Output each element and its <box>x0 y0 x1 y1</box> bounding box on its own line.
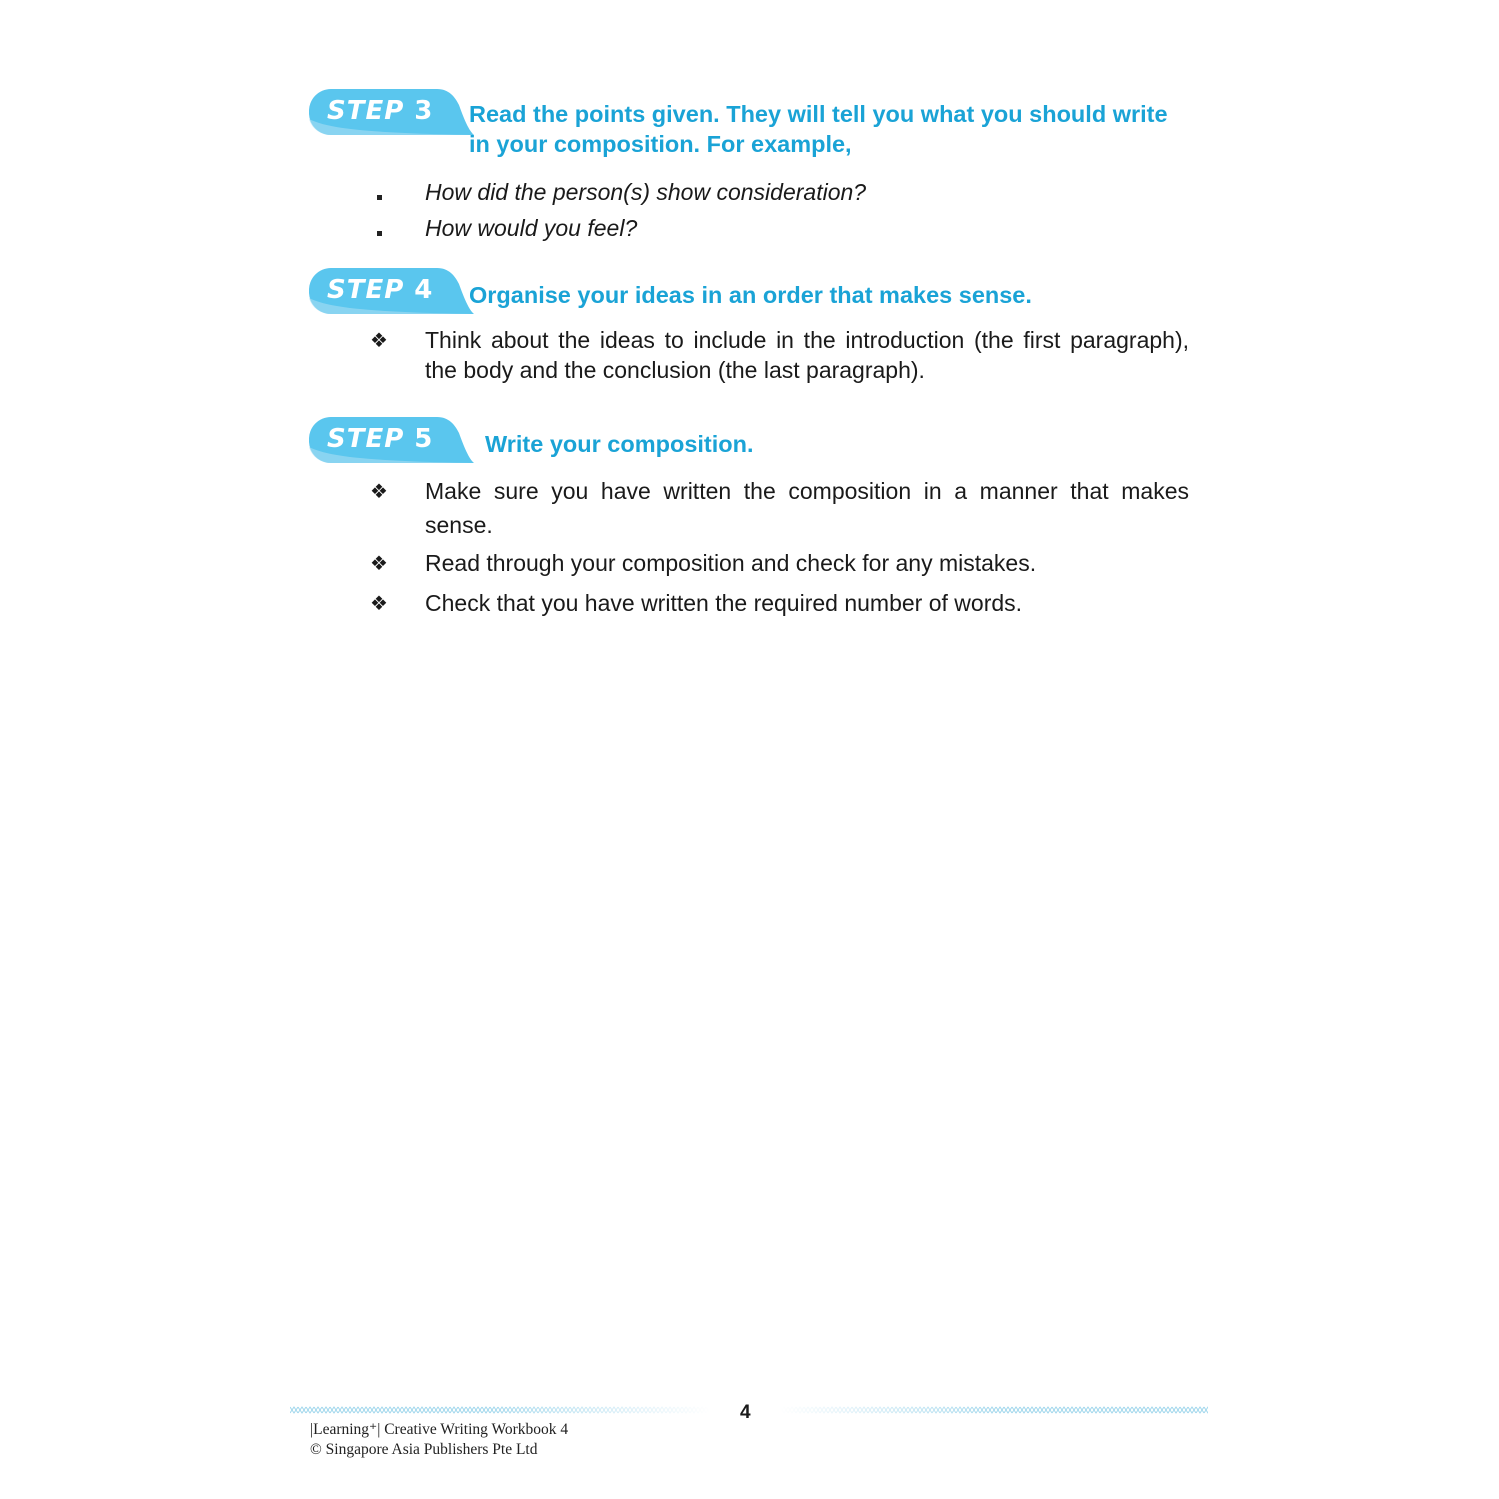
diamond-bullet-icon: ❖ <box>370 328 388 352</box>
step-4-badge <box>309 268 474 314</box>
square-bullet-icon <box>377 231 382 236</box>
step-4-list <box>369 325 1189 385</box>
step-word: STEP <box>327 96 405 126</box>
list-item: ❖ Read through your composition and check for any mistakes. <box>370 550 1037 576</box>
step-word: STEP <box>327 275 405 305</box>
page-number: 4 <box>740 1402 751 1423</box>
step-4-heading: Organise your ideas in an order that makes sense. <box>469 282 1032 308</box>
footer-divider-left <box>290 1405 710 1415</box>
step-number: 5 <box>414 424 434 454</box>
step-3-heading: Read the points given. They will tell you what you should write in your composition. For example, <box>469 101 1168 157</box>
step-3-badge <box>309 89 474 135</box>
footer-divider-right <box>780 1405 1208 1415</box>
diamond-bullet-icon: ❖ <box>370 591 388 615</box>
step-5-badge <box>309 417 474 463</box>
step-word: STEP <box>327 424 405 454</box>
square-bullet-icon <box>377 195 382 200</box>
step-number: 3 <box>414 96 434 126</box>
book-title: |Learning⁺| Creative Writing Workbook 4 <box>310 1421 569 1438</box>
list-item: ❖ Check that you have written the required number of words. <box>370 590 1023 616</box>
step-5-list <box>369 474 1189 618</box>
step-number: 4 <box>414 275 434 305</box>
step-3-list <box>369 177 1189 243</box>
list-item: ❖ Think about the ideas to include in the introduction (the first paragraph), the body and the conclusion (the last paragraph). <box>370 327 1189 383</box>
list-item: ❖ Make sure you have written the composition in a manner that makes sense. <box>369 474 1189 542</box>
list-item: How did the person(s) show consideration? <box>369 177 1189 207</box>
copyright: © Singapore Asia Publishers Pte Ltd <box>310 1441 538 1458</box>
footer-credits <box>310 1420 568 1460</box>
step-5-heading: Write your composition. <box>485 431 754 457</box>
diamond-bullet-icon: ❖ <box>370 479 388 503</box>
diamond-bullet-icon: ❖ <box>370 551 388 575</box>
list-item: How would you feel? <box>369 213 1189 243</box>
